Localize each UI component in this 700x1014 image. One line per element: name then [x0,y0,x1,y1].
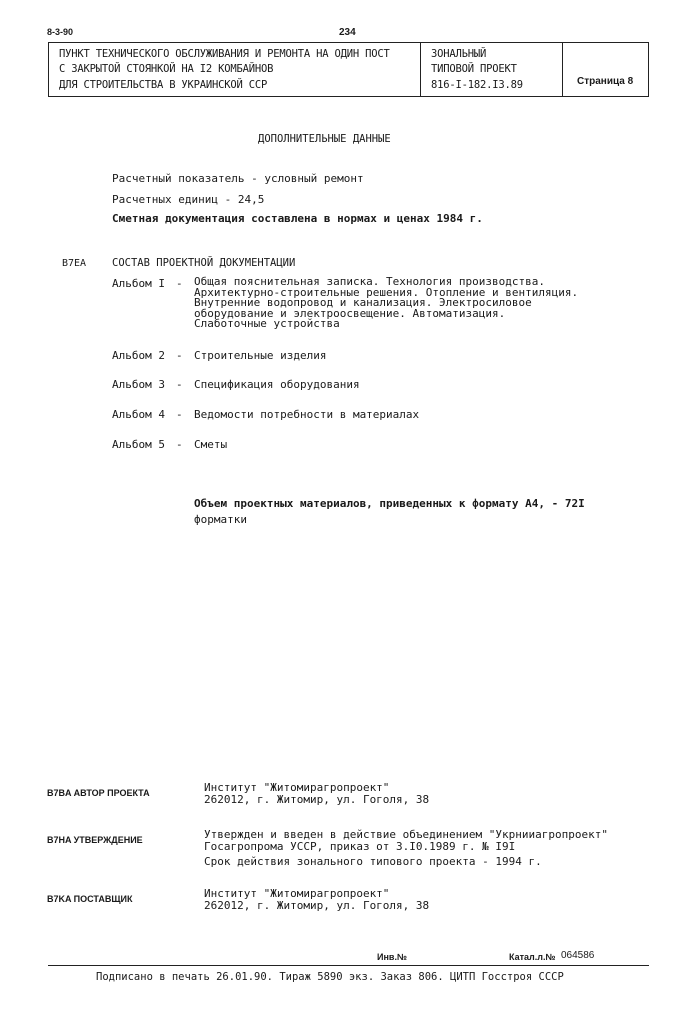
album-description-line: Внутренние водопровод и канализация. Электросиловое [194,296,532,309]
estimate-note: Сметная документация составлена в нормах и ценах 1984 г. [112,212,483,225]
page-number: 234 [339,27,356,38]
project-type-line: ТИПОВОЙ ПРОЕКТ [431,63,517,75]
corner-date: 8-3-90 [47,27,74,37]
validity-line: Срок действия зонального типового проекта - 1994 г. [204,855,542,868]
supplier-info [204,888,429,912]
album-description-line: Общая пояснительная записка. Технология производства. [194,275,545,288]
album-label: Альбом I [112,277,165,290]
album-dash: - [176,378,183,391]
approval-info [204,829,608,853]
catalog-label: Катал.л.№ [509,952,556,962]
title-block [48,42,649,97]
album-description: Спецификация оборудования [194,378,360,391]
volume-line: форматки [194,513,247,526]
album-dash: - [176,277,183,290]
catalog-number: 064586 [561,950,595,961]
section-heading: ДОПОЛНИТЕЛЬНЫЕ ДАННЫЕ [258,133,391,145]
approval-line: Госагропрома УССР, приказ от 3.I0.1989 г. № I9I [204,840,516,853]
volume-line: Объем проектных материалов, приведенных к формату А4, - 72I [194,497,585,510]
album-dash: - [176,349,183,362]
album-description-line: оборудование и электроосвещение. Автоматизация. [194,306,506,320]
album-label: Альбом 2 [112,349,165,362]
album-label: Альбом 4 [112,408,165,421]
album-description-line: Слаботочные устройства [194,317,340,330]
section-code: B7EA [62,258,87,269]
album-description-line: Архитектурно-строительные решения. Отопление и вентиляция. [194,285,579,299]
album-dash: - [176,408,183,421]
album-label: Альбом 3 [112,378,165,391]
author-line: 262012, г. Житомир, ул. Гоголя, 38 [204,793,430,806]
supplier-label: B7KA ПОСТАВЩИК [47,894,133,904]
approval-line: Утвержден и введен в действие объединением "Укрнииагропроект" [204,828,608,841]
project-title-line: ДЛЯ СТРОИТЕЛЬСТВА В УКРАИНСКОЙ ССР [59,79,268,91]
project-number: 816-I-182.I3.89 [431,79,523,91]
album-description: Строительные изделия [194,349,327,362]
supplier-line: Институт "Житомирагропроект" [204,887,390,900]
supplier-line: 262012, г. Житомир, ул. Гоголя, 38 [204,899,430,912]
album-label: Альбом 5 [112,438,165,451]
project-title-line: ПУНКТ ТЕХНИЧЕСКОГО ОБСЛУЖИВАНИЯ И РЕМОНТА НА ОДИН ПОСТ [59,48,390,60]
project-title-cell [49,43,421,96]
bottom-rule [48,965,649,966]
project-type-line: ЗОНАЛЬНЫЙ [431,48,487,60]
print-footer: Подписано в печать 26.01.90. Тираж 5890 экз. Заказ 806. ЦИТП Госстроя СССР [96,971,564,983]
author-info [204,782,429,806]
inventory-label: Инв.№ [377,952,407,962]
calc-indicator: Расчетный показатель - условный ремонт [112,172,364,185]
author-label: B7BA АВТОР ПРОЕКТА [47,788,150,798]
author-line: Институт "Житомирагропроект" [204,781,390,794]
sheet-label: Страница 8 [577,76,634,87]
project-type-cell [421,43,563,96]
album-description: Сметы [194,438,228,451]
calc-units: Расчетных единиц - 24,5 [112,193,265,206]
album-dash: - [176,438,183,451]
album-description: Ведомости потребности в материалах [194,408,420,421]
section-heading: СОСТАВ ПРОЕКТНОЙ ДОКУМЕНТАЦИИ [112,257,296,269]
approval-label: B7HA УТВЕРЖДЕНИЕ [47,835,143,845]
project-title-line: С ЗАКРЫТОЙ СТОЯНКОЙ НА I2 КОМБАЙНОВ [59,63,274,75]
album-description [194,277,578,330]
